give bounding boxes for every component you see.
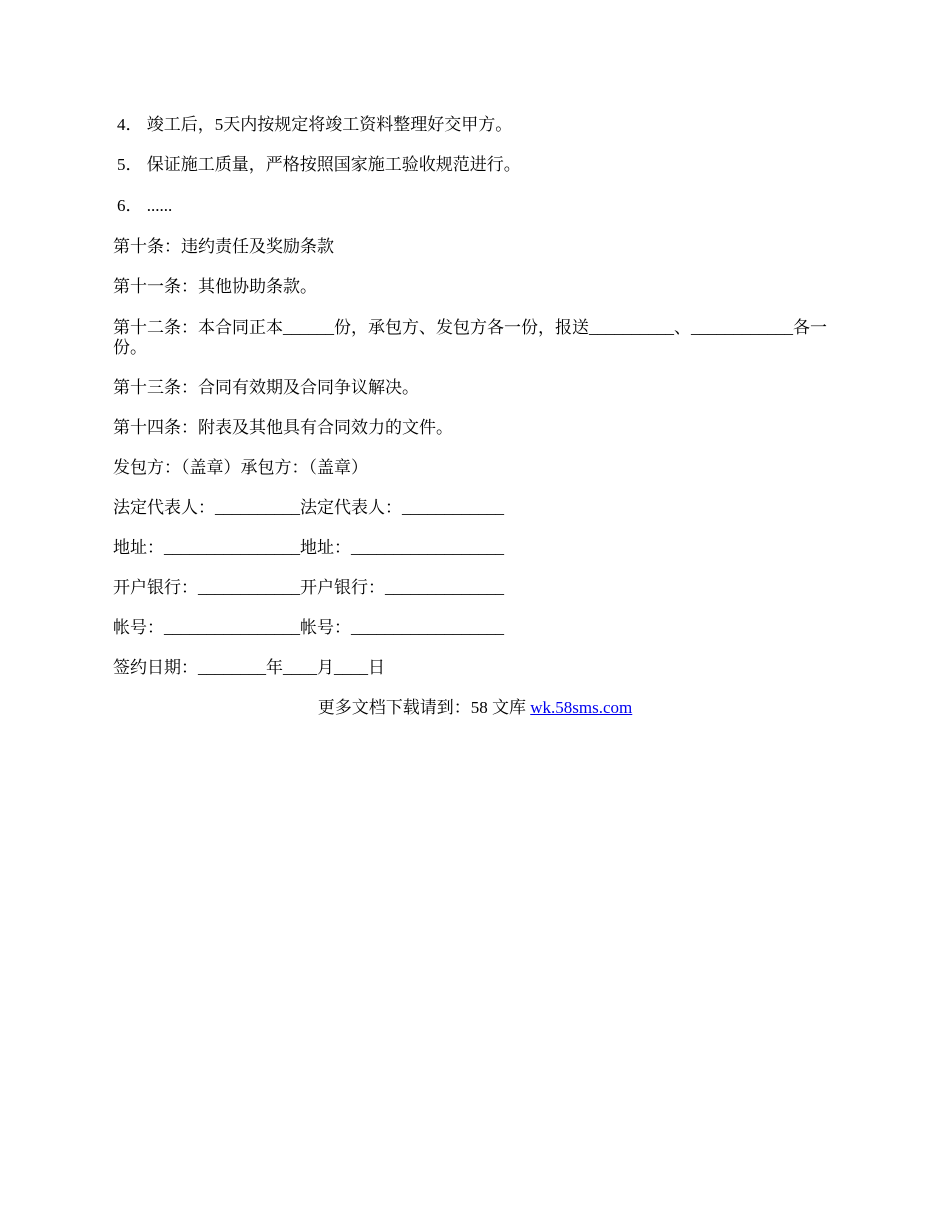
article-13: 第十三条：合同有效期及合同争议解决。 [113, 378, 419, 397]
address-line: 地址：________________地址：__________________ [113, 538, 504, 557]
footer [0, 698, 950, 718]
article-12: 第十二条：本合同正本______份，承包方、发包方各一份，报送__________、____________各一份。 [113, 318, 827, 357]
footer-text: 更多文档下载请到：58 文库 [317, 698, 531, 717]
article-11: 第十一条：其他协助条款。 [113, 277, 317, 296]
signature-parties: 发包方：（盖章）承包方：（盖章） [113, 458, 368, 477]
legal-representative-line: 法定代表人：__________法定代表人：____________ [113, 498, 504, 517]
footer-link[interactable]: wk.58sms.com [530, 698, 633, 717]
bank-line: 开户银行：____________开户银行：______________ [113, 578, 504, 597]
account-number-line: 帐号：________________帐号：__________________ [113, 618, 504, 637]
signing-date-line: 签约日期：________年____月____日 [113, 658, 385, 677]
article-10: 第十条：违约责任及奖励条款 [113, 237, 334, 256]
article-14: 第十四条：附表及其他具有合同效力的文件。 [113, 418, 453, 437]
clause-item-5: 5． 保证施工质量，严格按照国家施工验收规范进行。 [117, 155, 521, 174]
clause-item-6: 6． ...... [117, 196, 173, 215]
clause-item-4: 4． 竣工后，5天内按规定将竣工资料整理好交甲方。 [117, 115, 513, 134]
